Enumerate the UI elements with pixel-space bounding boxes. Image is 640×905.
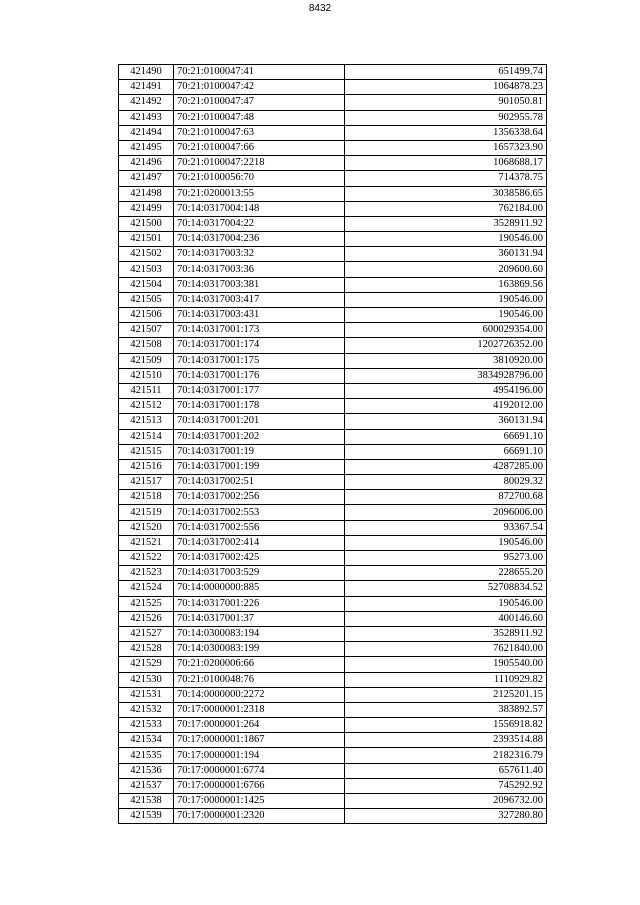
row-number-cell: 421527 — [119, 626, 174, 641]
cadastral-number-cell: 70:21:0100047:66 — [174, 140, 345, 155]
table-row — [119, 596, 547, 611]
table-row — [119, 383, 547, 398]
table-row — [119, 156, 547, 171]
cadastral-value-cell: 1068688.17 — [345, 156, 547, 171]
cadastral-number-cell: 70:14:0317001:202 — [174, 429, 345, 444]
row-number-cell: 421491 — [119, 80, 174, 95]
cadastral-value-cell: 657611.40 — [345, 763, 547, 778]
table-row — [119, 323, 547, 338]
cadastral-number-cell: 70:17:0000001:2318 — [174, 702, 345, 717]
cadastral-number-cell: 70:14:0317002:414 — [174, 535, 345, 550]
row-number-cell: 421505 — [119, 292, 174, 307]
cadastral-value-cell: 2125201.15 — [345, 687, 547, 702]
cadastral-value-cell: 4192012.00 — [345, 399, 547, 414]
cadastral-value-cell: 209600.60 — [345, 262, 547, 277]
table-row — [119, 551, 547, 566]
row-number-cell: 421516 — [119, 459, 174, 474]
table-row — [119, 733, 547, 748]
cadastral-value-cell: 745292.92 — [345, 778, 547, 793]
cadastral-value-cell: 2182316.79 — [345, 748, 547, 763]
row-number-cell: 421497 — [119, 171, 174, 186]
cadastral-number-cell: 70:14:0317003:381 — [174, 277, 345, 292]
row-number-cell: 421499 — [119, 201, 174, 216]
row-number-cell: 421520 — [119, 520, 174, 535]
table-row — [119, 642, 547, 657]
table-row — [119, 657, 547, 672]
row-number-cell: 421535 — [119, 748, 174, 763]
cadastral-value-cell: 4954196.00 — [345, 383, 547, 398]
cadastral-value-cell: 327280.80 — [345, 809, 547, 824]
table-row — [119, 201, 547, 216]
table-row — [119, 338, 547, 353]
cadastral-value-cell: 3834928796.00 — [345, 368, 547, 383]
table-row — [119, 368, 547, 383]
cadastral-number-cell: 70:17:0000001:1425 — [174, 794, 345, 809]
cadastral-number-cell: 70:14:0317003:417 — [174, 292, 345, 307]
table-row — [119, 611, 547, 626]
cadastral-number-cell: 70:21:0100047:47 — [174, 95, 345, 110]
table-row — [119, 535, 547, 550]
row-number-cell: 421518 — [119, 490, 174, 505]
cadastral-value-cell: 66691.10 — [345, 429, 547, 444]
table-row — [119, 171, 547, 186]
cadastral-number-cell: 70:21:0100047:2218 — [174, 156, 345, 171]
cadastral-value-cell: 902955.78 — [345, 110, 547, 125]
table-row — [119, 459, 547, 474]
cadastral-value-cell: 66691.10 — [345, 444, 547, 459]
cadastral-number-cell: 70:21:0100047:63 — [174, 125, 345, 140]
row-number-cell: 421508 — [119, 338, 174, 353]
cadastral-value-cell: 190546.00 — [345, 535, 547, 550]
cadastral-number-cell: 70:14:0317002:51 — [174, 475, 345, 490]
cadastral-value-cell: 228655.20 — [345, 566, 547, 581]
table-row — [119, 308, 547, 323]
table-row — [119, 505, 547, 520]
cadastral-number-cell: 70:17:0000001:6774 — [174, 763, 345, 778]
cadastral-value-cell: 190546.00 — [345, 292, 547, 307]
table-row — [119, 566, 547, 581]
row-number-cell: 421514 — [119, 429, 174, 444]
row-number-cell: 421512 — [119, 399, 174, 414]
cadastral-number-cell: 70:17:0000001:2320 — [174, 809, 345, 824]
table-row — [119, 626, 547, 641]
row-number-cell: 421513 — [119, 414, 174, 429]
cadastral-value-table — [118, 64, 547, 824]
row-number-cell: 421538 — [119, 794, 174, 809]
cadastral-number-cell: 70:14:0317002:556 — [174, 520, 345, 535]
row-number-cell: 421522 — [119, 551, 174, 566]
cadastral-value-cell: 651499.74 — [345, 65, 547, 80]
table-row — [119, 429, 547, 444]
cadastral-number-cell: 70:17:0000001:6766 — [174, 778, 345, 793]
cadastral-value-cell: 3528911.92 — [345, 626, 547, 641]
row-number-cell: 421523 — [119, 566, 174, 581]
cadastral-value-cell: 383892.57 — [345, 702, 547, 717]
cadastral-value-cell: 1064878.23 — [345, 80, 547, 95]
cadastral-number-cell: 70:17:0000001:1867 — [174, 733, 345, 748]
row-number-cell: 421529 — [119, 657, 174, 672]
cadastral-value-cell: 2096006.00 — [345, 505, 547, 520]
cadastral-number-cell: 70:14:0317001:177 — [174, 383, 345, 398]
cadastral-number-cell: 70:21:0100048:76 — [174, 672, 345, 687]
cadastral-value-cell: 3810920.00 — [345, 353, 547, 368]
cadastral-number-cell: 70:17:0000001:194 — [174, 748, 345, 763]
cadastral-number-cell: 70:14:0300083:194 — [174, 626, 345, 641]
row-number-cell: 421498 — [119, 186, 174, 201]
row-number-cell: 421528 — [119, 642, 174, 657]
row-number-cell: 421511 — [119, 383, 174, 398]
cadastral-number-cell: 70:14:0000000:885 — [174, 581, 345, 596]
table-row — [119, 232, 547, 247]
cadastral-number-cell: 70:14:0317002:425 — [174, 551, 345, 566]
page-number: 8432 — [308, 3, 332, 14]
table-row — [119, 520, 547, 535]
row-number-cell: 421503 — [119, 262, 174, 277]
cadastral-value-cell: 7621840.00 — [345, 642, 547, 657]
table-row — [119, 444, 547, 459]
cadastral-number-cell: 70:14:0317004:236 — [174, 232, 345, 247]
cadastral-number-cell: 70:14:0317004:148 — [174, 201, 345, 216]
cadastral-value-cell: 80029.32 — [345, 475, 547, 490]
cadastral-number-cell: 70:21:0100047:41 — [174, 65, 345, 80]
row-number-cell: 421536 — [119, 763, 174, 778]
row-number-cell: 421506 — [119, 308, 174, 323]
row-number-cell: 421531 — [119, 687, 174, 702]
row-number-cell: 421537 — [119, 778, 174, 793]
cadastral-number-cell: 70:14:0317001:176 — [174, 368, 345, 383]
row-number-cell: 421524 — [119, 581, 174, 596]
table-row — [119, 702, 547, 717]
table-row — [119, 125, 547, 140]
row-number-cell: 421526 — [119, 611, 174, 626]
row-number-cell: 421501 — [119, 232, 174, 247]
cadastral-value-cell: 400146.60 — [345, 611, 547, 626]
row-number-cell: 421515 — [119, 444, 174, 459]
row-number-cell: 421539 — [119, 809, 174, 824]
cadastral-value-cell: 3038586.65 — [345, 186, 547, 201]
cadastral-value-cell: 95273.00 — [345, 551, 547, 566]
table-row — [119, 581, 547, 596]
cadastral-value-cell: 901050.81 — [345, 95, 547, 110]
row-number-cell: 421493 — [119, 110, 174, 125]
row-number-cell: 421525 — [119, 596, 174, 611]
cadastral-value-cell: 190546.00 — [345, 232, 547, 247]
cadastral-number-cell: 70:14:0317001:226 — [174, 596, 345, 611]
table-row — [119, 95, 547, 110]
cadastral-number-cell: 70:14:0317002:553 — [174, 505, 345, 520]
cadastral-number-cell: 70:21:0100047:42 — [174, 80, 345, 95]
table-row — [119, 809, 547, 824]
cadastral-number-cell: 70:14:0317001:201 — [174, 414, 345, 429]
table-row — [119, 718, 547, 733]
row-number-cell: 421496 — [119, 156, 174, 171]
row-number-cell: 421502 — [119, 247, 174, 262]
table-row — [119, 216, 547, 231]
table-row — [119, 80, 547, 95]
table-row — [119, 490, 547, 505]
table-row — [119, 247, 547, 262]
cadastral-number-cell: 70:21:0200013:55 — [174, 186, 345, 201]
row-number-cell: 421532 — [119, 702, 174, 717]
row-number-cell: 421534 — [119, 733, 174, 748]
cadastral-number-cell: 70:21:0100056:70 — [174, 171, 345, 186]
row-number-cell: 421500 — [119, 216, 174, 231]
cadastral-number-cell: 70:14:0317001:199 — [174, 459, 345, 474]
table-row — [119, 687, 547, 702]
cadastral-number-cell: 70:14:0317003:431 — [174, 308, 345, 323]
table-row — [119, 186, 547, 201]
row-number-cell: 421521 — [119, 535, 174, 550]
table-row — [119, 262, 547, 277]
table-row — [119, 748, 547, 763]
cadastral-number-cell: 70:14:0317001:37 — [174, 611, 345, 626]
row-number-cell: 421507 — [119, 323, 174, 338]
row-number-cell: 421533 — [119, 718, 174, 733]
table-row — [119, 794, 547, 809]
cadastral-value-cell: 4287285.00 — [345, 459, 547, 474]
cadastral-value-cell: 1556918.82 — [345, 718, 547, 733]
row-number-cell: 421530 — [119, 672, 174, 687]
cadastral-value-cell: 360131.94 — [345, 247, 547, 262]
row-number-cell: 421510 — [119, 368, 174, 383]
table-row — [119, 277, 547, 292]
cadastral-value-cell: 1110929.82 — [345, 672, 547, 687]
cadastral-value-cell: 714378.75 — [345, 171, 547, 186]
cadastral-value-cell: 1657323.90 — [345, 140, 547, 155]
cadastral-number-cell: 70:14:0317002:256 — [174, 490, 345, 505]
cadastral-number-cell: 70:21:0100047:48 — [174, 110, 345, 125]
cadastral-number-cell: 70:14:0317003:529 — [174, 566, 345, 581]
cadastral-value-cell: 190546.00 — [345, 308, 547, 323]
row-number-cell: 421495 — [119, 140, 174, 155]
cadastral-number-cell: 70:17:0000001:264 — [174, 718, 345, 733]
cadastral-number-cell: 70:21:0200006:66 — [174, 657, 345, 672]
table-row — [119, 140, 547, 155]
cadastral-value-cell: 52708834.52 — [345, 581, 547, 596]
cadastral-value-cell: 93367.54 — [345, 520, 547, 535]
table-row — [119, 292, 547, 307]
cadastral-value-cell: 163869.56 — [345, 277, 547, 292]
row-number-cell: 421494 — [119, 125, 174, 140]
row-number-cell: 421490 — [119, 65, 174, 80]
cadastral-number-cell: 70:14:0317003:32 — [174, 247, 345, 262]
cadastral-number-cell: 70:14:0000000:2272 — [174, 687, 345, 702]
table-row — [119, 65, 547, 80]
cadastral-number-cell: 70:14:0317001:19 — [174, 444, 345, 459]
row-number-cell: 421519 — [119, 505, 174, 520]
cadastral-number-cell: 70:14:0317001:175 — [174, 353, 345, 368]
cadastral-number-cell: 70:14:0317001:174 — [174, 338, 345, 353]
row-number-cell: 421517 — [119, 475, 174, 490]
cadastral-value-cell: 600029354.00 — [345, 323, 547, 338]
table-row — [119, 399, 547, 414]
cadastral-value-cell: 2096732.00 — [345, 794, 547, 809]
cadastral-value-cell: 3528911.92 — [345, 216, 547, 231]
cadastral-number-cell: 70:14:0300083:199 — [174, 642, 345, 657]
table-row — [119, 110, 547, 125]
cadastral-number-cell: 70:14:0317001:173 — [174, 323, 345, 338]
row-number-cell: 421509 — [119, 353, 174, 368]
table-row — [119, 353, 547, 368]
table-row — [119, 763, 547, 778]
cadastral-value-cell: 2393514.88 — [345, 733, 547, 748]
cadastral-value-cell: 872700.68 — [345, 490, 547, 505]
table-body — [119, 65, 547, 824]
row-number-cell: 421492 — [119, 95, 174, 110]
table-row — [119, 414, 547, 429]
cadastral-number-cell: 70:14:0317003:36 — [174, 262, 345, 277]
cadastral-value-cell: 360131.94 — [345, 414, 547, 429]
table-row — [119, 672, 547, 687]
cadastral-value-cell: 190546.00 — [345, 596, 547, 611]
cadastral-value-cell: 762184.00 — [345, 201, 547, 216]
table-row — [119, 475, 547, 490]
cadastral-value-cell: 1202726352.00 — [345, 338, 547, 353]
row-number-cell: 421504 — [119, 277, 174, 292]
table-row — [119, 778, 547, 793]
cadastral-value-cell: 1905540.00 — [345, 657, 547, 672]
cadastral-value-cell: 1356338.64 — [345, 125, 547, 140]
cadastral-number-cell: 70:14:0317001:178 — [174, 399, 345, 414]
cadastral-number-cell: 70:14:0317004:22 — [174, 216, 345, 231]
